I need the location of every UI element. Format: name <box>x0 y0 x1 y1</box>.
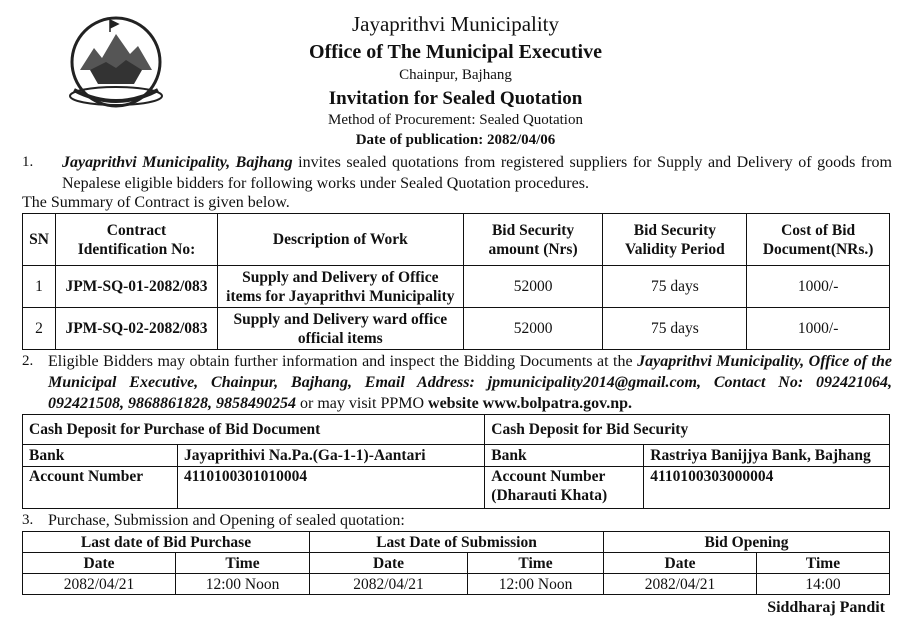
header-bid-security-amount: Bid Security amount (Nrs) <box>463 214 603 266</box>
header-description: Description of Work <box>218 214 464 266</box>
summary-line: The Summary of Contract is given below. <box>22 194 290 211</box>
row-contract-id: JPM-SQ-02-2082/083 <box>55 308 217 350</box>
schedule-table <box>22 531 890 595</box>
para1-number: 1. <box>22 154 34 170</box>
office-title: Office of The Municipal Executive <box>309 41 602 63</box>
submission-time: 12:00 Noon <box>468 574 604 595</box>
procurement-method: Method of Procurement: Sealed Quotation <box>328 112 583 128</box>
deposit-table <box>22 414 890 509</box>
group-bid-purchase: Last date of Bid Purchase <box>23 532 310 553</box>
group-submission: Last Date of Submission <box>310 532 604 553</box>
purchase-time-label: Time <box>176 553 310 574</box>
para3-number: 3. <box>22 512 34 528</box>
notice-title: Invitation for Sealed Quotation <box>328 88 583 109</box>
security-deposit-title: Cash Deposit for Bid Security <box>485 415 890 445</box>
purchase-date: 2082/04/21 <box>23 574 176 595</box>
row-sn: 1 <box>23 266 56 308</box>
para2-contact: Jayaprithvi Municipality, Office of the Municipal Executive, Chainpur, Bajhang, Email Address: jpmunicipality2014@gmail.com, Contact No: 092421064, 092421508, 9868861828, 9858490254 <box>48 353 892 412</box>
row-description: Supply and Delivery of Office items for Jayaprithvi Municipality <box>218 266 464 308</box>
row-validity: 75 days <box>603 266 747 308</box>
security-bank: Rastriya Banijjya Bank, Bajhang <box>644 445 890 467</box>
opening-date: 2082/04/21 <box>604 574 757 595</box>
row-validity: 75 days <box>603 308 747 350</box>
opening-date-label: Date <box>604 553 757 574</box>
purchase-bank: Jayaprithivi Na.Pa.(Ga-1-1)-Aantari <box>178 445 485 467</box>
opening-time: 14:00 <box>757 574 890 595</box>
signatory: Siddharaj Pandit <box>767 599 885 616</box>
table-row <box>23 308 890 350</box>
purchase-bank-label: Bank <box>23 445 178 467</box>
header-validity-period: Bid Security Validity Period <box>603 214 747 266</box>
contract-table <box>22 213 890 350</box>
purchase-account-label: Account Number <box>23 467 178 509</box>
submission-date-label: Date <box>310 553 468 574</box>
row-contract-id: JPM-SQ-01-2082/083 <box>55 266 217 308</box>
para1-lead: Jayaprithvi Municipality, Bajhang <box>62 154 293 171</box>
security-account-label: Account Number (Dharauti Khata) <box>485 467 644 509</box>
publication-date: Date of publication: 2082/04/06 <box>355 132 556 148</box>
row-cost: 1000/- <box>747 266 890 308</box>
security-bank-label: Bank <box>485 445 644 467</box>
para1 <box>62 152 892 194</box>
para3-text: Purchase, Submission and Opening of sealed quotation: <box>48 512 405 529</box>
header-contract-id: Contract Identification No: <box>55 214 217 266</box>
row-amount: 52000 <box>463 308 603 350</box>
row-amount: 52000 <box>463 266 603 308</box>
purchase-deposit-title: Cash Deposit for Purchase of Bid Document <box>23 415 485 445</box>
para2-text1: Eligible Bidders may obtain further information and inspect the Bidding Documents at the <box>48 353 638 370</box>
para2-number: 2. <box>22 353 34 369</box>
opening-time-label: Time <box>757 553 890 574</box>
header-cost-of-document: Cost of Bid Document(NRs.) <box>747 214 890 266</box>
group-bid-opening: Bid Opening <box>604 532 890 553</box>
row-sn: 2 <box>23 308 56 350</box>
security-account: 4110100303000004 <box>644 467 890 509</box>
para2 <box>48 351 892 414</box>
submission-date: 2082/04/21 <box>310 574 468 595</box>
purchase-date-label: Date <box>23 553 176 574</box>
municipality-name: Jayaprithvi Municipality <box>351 12 560 36</box>
location: Chainpur, Bajhang <box>399 67 512 83</box>
submission-time-label: Time <box>468 553 604 574</box>
table-row <box>23 266 890 308</box>
purchase-time: 12:00 Noon <box>176 574 310 595</box>
ppmo-website: website www.bolpatra.gov.np. <box>428 395 633 412</box>
para2-text2: or may visit PPMO <box>296 395 429 412</box>
para1-text: invites sealed quotations from registered suppliers for Supply and Delivery of goods from Nepalese eligible bidders for following works under Sealed Quotation procedures. <box>62 154 893 192</box>
row-description: Supply and Delivery ward office official items <box>218 308 464 350</box>
purchase-account: 4110100301010004 <box>178 467 485 509</box>
header-sn: SN <box>23 214 56 266</box>
row-cost: 1000/- <box>747 308 890 350</box>
